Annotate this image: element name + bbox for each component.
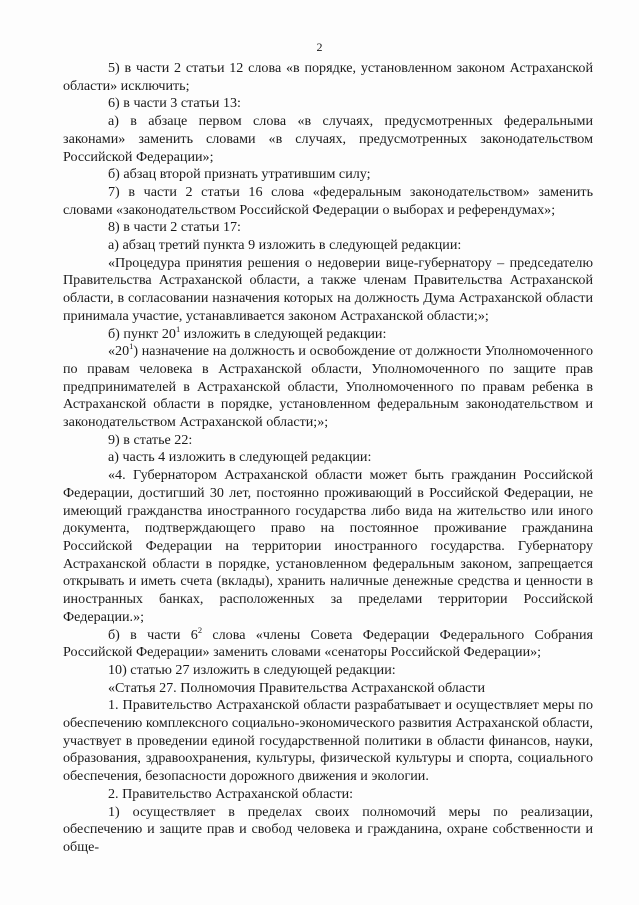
- paragraph: а) в абзаце первом слова «в случаях, предусмотренных федеральными законами» заменить словами «в случаях, предусмотренных законодательством Российской Федерации»;: [63, 113, 593, 165]
- paragraph-item-20-1: [63, 343, 593, 432]
- article-heading: «Статья 27. Полномочия Правительства Астраханской области: [108, 679, 486, 696]
- paragraph: а) часть 4 изложить в следующей редакции:: [108, 449, 372, 466]
- paragraph: «Процедура принятия решения о недоверии вице-губернатору – председателю Правительства Астраханской области, а также членам Правительства Астраханской области, в согласовании назначения которых на должность Дума Астраханской области принимала участие, устанавливается законом Астраханской области;»;: [63, 254, 593, 324]
- text: «20: [108, 343, 130, 360]
- paragraph: 5) в части 2 статьи 12 слова «в порядке, установленном законом Астраханской области» исключить;: [63, 60, 593, 94]
- text: слова «члены Совета Федерации Федерального Собрания Российской Федерации» заменить словами «сенаторы Российской Федерации»;: [63, 626, 593, 661]
- paragraph: 2. Правительство Астраханской области:: [108, 785, 354, 802]
- paragraph: 1. Правительство Астраханской области разрабатывает и осуществляет меры по обеспечению комплексного социально-экономического развития Астраханской области, участвует в проведении единой государственной политики в области финансов, науки, образования, здравоохранения, культуры, физической культуры и спорта, социального обеспечения, безопасности дорожного движения и экологии.: [63, 697, 593, 785]
- paragraph-item-6-2: [63, 624, 593, 662]
- superscript: 1: [175, 323, 181, 334]
- text: ) назначение на должность и освобождение от должности Уполномоченного по правам человека в Астраханской области, Уполномоченного по защите прав предпринимателей в Астраханской области, Уполномоченного по правам ребенка в Астраханской области в порядке, установленном федеральным законодательством и законодательством Астраханской области;»;: [63, 343, 593, 431]
- paragraph: 6) в части 3 статьи 13:: [108, 95, 241, 112]
- text: б) пункт 20: [108, 325, 176, 342]
- page-number: 2: [316, 40, 323, 54]
- superscript: 2: [197, 624, 203, 635]
- paragraph-item-b-20-1: [63, 323, 593, 344]
- paragraph: 7) в части 2 статьи 16 слова «федеральным законодательством» заменить словами «законодательством Российской Федерации о выборах и референдумах»;: [63, 183, 593, 218]
- paragraph: 10) статью 27 изложить в следующей редакции:: [108, 661, 396, 678]
- paragraph: б) абзац второй признать утратившим силу;: [108, 166, 371, 183]
- paragraph: 9) в статье 22:: [108, 431, 193, 448]
- paragraph: 8) в части 2 статьи 17:: [108, 219, 241, 236]
- paragraph: 1) осуществляет в пределах своих полномочий меры по реализации, обеспечению и защите прав и свобод человека и гражданина, охране собственности и обще-: [63, 803, 593, 855]
- text: изложить в следующей редакции:: [180, 325, 387, 342]
- paragraph: «4. Губернатором Астраханской области может быть гражданин Российской Федерации, достигший 30 лет, постоянно проживающий в Российской Федерации, не имеющий гражданства иностранного государства либо вида на жительство или иного документа, подтверждающего право на постоянное проживание гражданина Российской Федерации на территории иностранного государства. Губернатору Астраханской области в порядке, установленном федеральным законом, запрещается открывать и иметь счета (вклады), хранить наличные денежные средства и ценности в иностранных банках, расположенных за пределами территории Российской Федерации.»;: [63, 467, 593, 625]
- text: б) в части 6: [108, 626, 198, 643]
- paragraph: а) абзац третий пункта 9 изложить в следующей редакции:: [108, 237, 462, 254]
- superscript: 1: [129, 341, 134, 352]
- document-body: [63, 60, 593, 857]
